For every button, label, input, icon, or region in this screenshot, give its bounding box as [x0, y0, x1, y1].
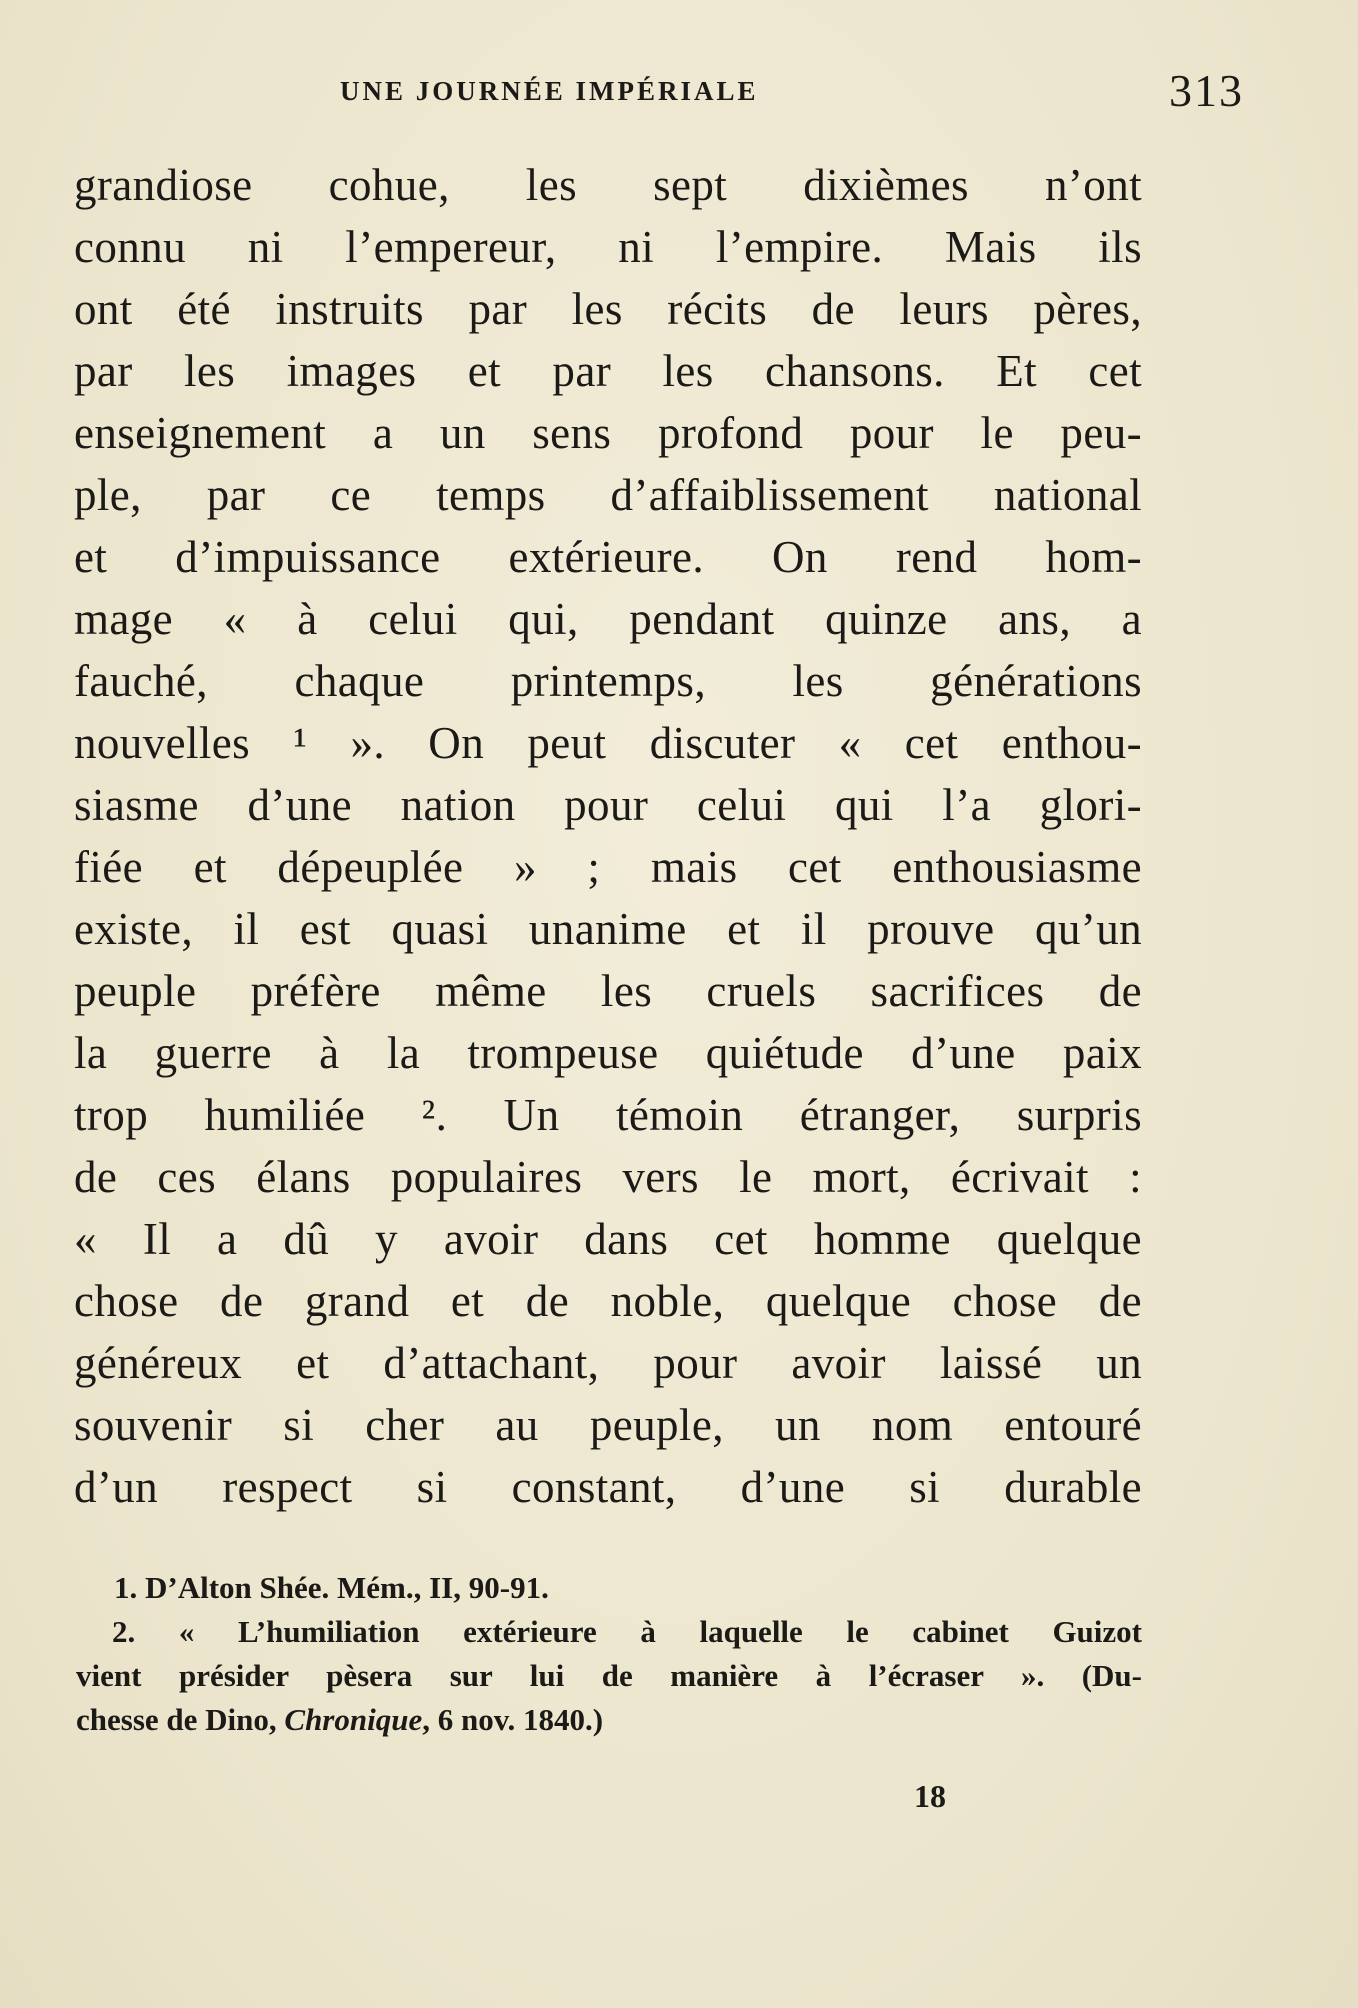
text-line: nouvelles ¹ ». On peut discuter « cet enthou- — [74, 718, 1142, 768]
text-line: chose de grand et de noble, quelque chose de — [74, 1276, 1142, 1326]
footnote-2-line-3 — [76, 1698, 1142, 1742]
running-title: UNE JOURNÉE IMPÉRIALE — [340, 76, 759, 106]
text-line: trop humiliée ². Un témoin étranger, surpris — [74, 1090, 1142, 1140]
footnote-1: 1. D’Alton Shée. Mém., II, 90-91. — [114, 1570, 549, 1605]
body-text — [74, 154, 1142, 1518]
text-line: et d’impuissance extérieure. On rend hom- — [74, 532, 1142, 582]
text-line: « Il a dû y avoir dans cet homme quelque — [74, 1214, 1142, 1264]
page-number: 313 — [1169, 65, 1244, 116]
text-line: fiée et dépeuplée » ; mais cet enthousiasme — [74, 842, 1142, 892]
text-line: ont été instruits par les récits de leurs pères, — [74, 284, 1142, 334]
signature-mark: 18 — [914, 1778, 946, 1814]
text-line: d’un respect si constant, d’une si durable — [74, 1462, 1142, 1512]
text-line: fauché, chaque printemps, les générations — [74, 656, 1142, 706]
text-line: généreux et d’attachant, pour avoir laissé un — [74, 1338, 1142, 1388]
text-line: la guerre à la trompeuse quiétude d’une paix — [74, 1028, 1142, 1078]
footnote-2-source-title: Chronique — [284, 1702, 423, 1737]
running-head — [70, 62, 1244, 122]
text-line: existe, il est quasi unanime et il prouve qu’un — [74, 904, 1142, 954]
text-line: grandiose cohue, les sept dixièmes n’ont — [74, 160, 1142, 210]
text-line: connu ni l’empereur, ni l’empire. Mais ils — [74, 222, 1142, 272]
text-line: siasme d’une nation pour celui qui l’a glori- — [74, 780, 1142, 830]
text-line: peuple préfère même les cruels sacrifices de — [74, 966, 1142, 1016]
text-line: souvenir si cher au peuple, un nom entouré — [74, 1400, 1142, 1450]
footnote-2-line-3-end: , 6 nov. 1840.) — [422, 1702, 604, 1737]
text-line: par les images et par les chansons. Et cet — [74, 346, 1142, 396]
footnote-2-line-1: 2. « L’humiliation extérieure à laquelle le cabinet Guizot — [112, 1614, 1142, 1649]
text-line: mage « à celui qui, pendant quinze ans, a — [74, 594, 1142, 644]
footnote-2-line-3-start: chesse de Dino, — [76, 1702, 285, 1737]
footnote-2-line-2: vient présider pèsera sur lui de manière à l’écraser ». (Du- — [76, 1658, 1142, 1693]
text-line: enseignement a un sens profond pour le peu- — [74, 408, 1142, 458]
footnotes — [76, 1566, 1142, 1742]
text-line: ple, par ce temps d’affaiblissement national — [74, 470, 1142, 520]
text-line: de ces élans populaires vers le mort, écrivait : — [74, 1152, 1142, 1202]
